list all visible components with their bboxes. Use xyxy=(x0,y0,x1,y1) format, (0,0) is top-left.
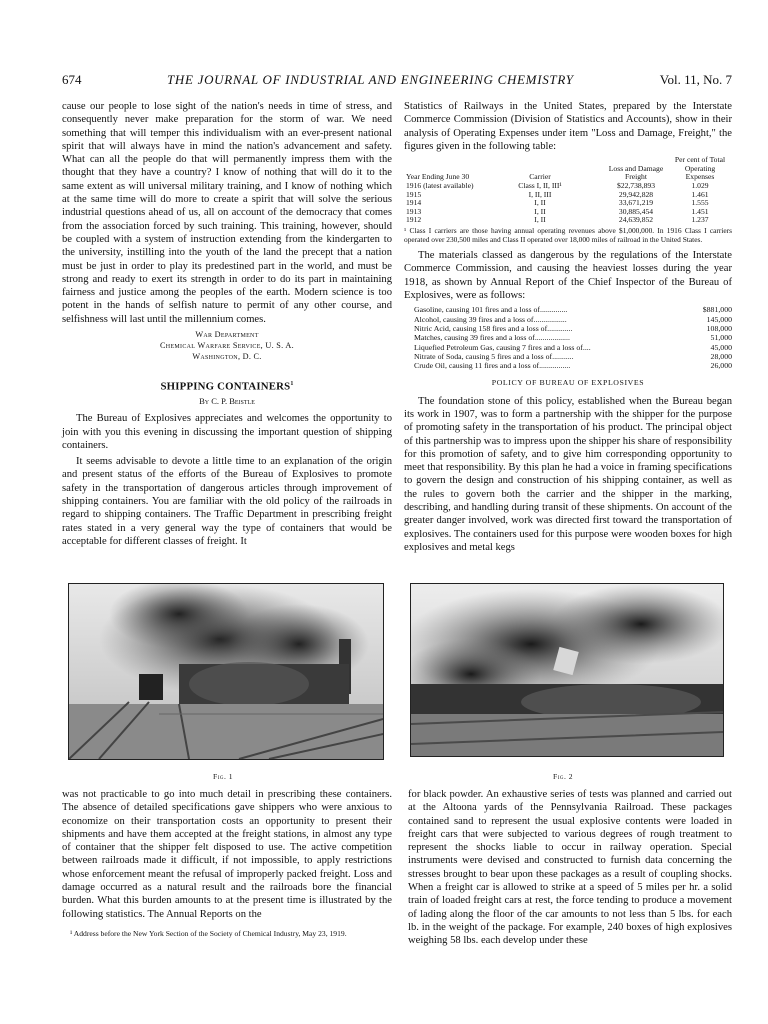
material-label: Crude Oil, causing 11 fires and a loss of................ xyxy=(414,361,571,371)
journal-title: THE JOURNAL OF INDUSTRIAL AND ENGINEERING CHEMISTRY xyxy=(167,72,574,87)
figure-2-caption: Fig. 2 xyxy=(553,772,574,781)
material-label: Nitric Acid, causing 158 fires and a loss of............. xyxy=(414,323,573,333)
section-title-text: SHIPPING CONTAINERS xyxy=(160,380,291,393)
list-item xyxy=(414,333,732,342)
loss-damage-table xyxy=(404,156,732,225)
table-row xyxy=(404,182,732,191)
author-byline: By C. P. Beistle xyxy=(199,395,255,406)
table-header: Loss and Damage Freight xyxy=(608,163,664,182)
paragraph: cause our people to lose sight of the nation's needs in time of stress, and consequently never make preparation for the storm of war. We need something that will temper this individualism with an ever-present national spirit that will always have in mind the nation's advancement and safety. What can all the people do that will permanently impress them with the thought that they have a country? I know of nothing that will do it to the same extent as will universal military training, and I know of nothing which at the same time will do more to create a spirit that will solve the serious industrial questions ahead of us, all on account of the democracy that comes from the association forced by such training. This training, however, should be coupled with a system of instruction extending from the kindergarten to the university, instilling into the youth of the land the precept that a nation must be just in order to play its predestined part in the world, and must be strong and ready to exert its strength in order to do its part in maintaining fairness and justice among the peoples of the earth. Modern science is too potent in the hands of selfish nature to permit of any other course, and selfishness will last until the millennium comes. xyxy=(62,101,392,325)
table-row xyxy=(404,199,732,208)
material-label: Alcohol, causing 39 fires and a loss of................. xyxy=(414,314,567,324)
table-row xyxy=(404,208,732,217)
signature-line: Chemical Warfare Service, U. S. A. xyxy=(160,341,294,351)
material-loss-value: 108,000 xyxy=(706,323,732,333)
table-cell: 24,639,852 xyxy=(618,215,654,225)
list-item xyxy=(414,343,732,352)
table-cell: I, II xyxy=(534,215,546,225)
paragraph: Statistics of Railways in the United States, prepared by the Interstate Commerce Commission (Division of Statistics and Accounts), show in their analysis of Operating Expenses under item "Loss and Damage, Freight," the figures given in the following table: xyxy=(404,101,732,152)
table-cell: $22,738,893 xyxy=(617,180,655,190)
material-label: Gasoline, causing 101 fires and a loss of.............. xyxy=(414,305,568,315)
paragraph: The foundation stone of this policy, established when the Bureau began its work in 1907, was to form a partnership with the shipper for the purpose of promoting safety in the transportation of his product. The principal object of this partnership was to impress upon the shipper his share of responsibility for this promotion of safety, and to give him corresponding opportunity to meet that responsibility. By this plan he had a voice in framing specifications to govern the design and construction of his shipping container, as well as the rules to govern both the carrier and the shipper in the marking, describing, and handling during transit of these shipments. On account of the greater danger involved, work was directed first toward the transportation of explosives. The containers used for this purpose were wooden boxes for high explosives and metal kegs xyxy=(404,395,732,553)
table-row xyxy=(404,216,732,225)
signature-line: War Department xyxy=(195,330,259,340)
table-cell: I, II xyxy=(534,198,546,208)
material-loss-value: 51,000 xyxy=(710,333,732,343)
paragraph: was not practicable to go into much detail in prescribing these containers. The absence of detailed specifications gave shippers who were anxious to economize on their transportation costs an opportunity to present their shipments and have them accepted at the freight stations, in almost any type of container that the shipper felt disposed to use. The active competition between railroads made it difficult, if not impossible, to apply restrictions whose enforcement meant the refusal of improperly packed freight. Loss and damage occurred as a natural result and the railroads bore the financial burden. What this burden amounts to at the present time is illustrated by the following statistics. The Annual Reports on the xyxy=(62,789,392,920)
table-cell: 1.451 xyxy=(691,206,709,216)
paragraph: The materials classed as dangerous by the regulations of the Interstate Commerce Commission, and causing the heaviest losses during the year 1918, as shown by Annual Report of the Chief Inspector of the Bureau of Explosives, were as follows: xyxy=(404,250,732,302)
paragraph: The Bureau of Explosives appreciates and welcomes the opportunity to join with you this evening in discussing the important question of shipping containers. xyxy=(62,413,392,451)
table-cell: 30,885,454 xyxy=(618,206,654,216)
table-header: Per cent of Total Operating Expenses xyxy=(674,155,726,182)
signature-line: Washington, D. C. xyxy=(192,352,262,362)
paragraph: It seems advisable to devote a little time to an explanation of the origin and present status of the efforts of the Bureau of Explosives to promote safety in the transportation of dangerous articles through improvement of shipping containers. You are familiar with the old policy of the railroads in regard to shipping containers. The Traffic Department in prescribing freight rates stated in a very general way the type of containers that would be acceptable for different classes of freight. It xyxy=(62,456,392,547)
table-cell: 29,942,828 xyxy=(618,189,654,199)
table-header-row xyxy=(404,156,732,182)
table-cell: 1915 xyxy=(406,189,422,199)
list-item xyxy=(414,361,732,370)
table-cell: I, II xyxy=(534,206,546,216)
left-column-top xyxy=(62,100,392,548)
table-cell: 1914 xyxy=(406,198,422,208)
volume-issue: Vol. 11, No. 7 xyxy=(659,72,732,87)
figure-1-caption: Fig. 1 xyxy=(213,772,234,781)
material-loss-value: 26,000 xyxy=(710,361,732,371)
table-footnote: ¹ Class I carriers are those having annual operating revenues above $1,000,000. In 1916 Class I carriers operated over 230,500 miles and Class II operated over 18,000 miles of railroad in the United States. xyxy=(404,225,732,244)
material-label: Matches, causing 39 fires and a loss of.................. xyxy=(414,333,570,343)
table-cell: I, II, III xyxy=(528,189,552,199)
list-item xyxy=(414,305,732,314)
right-column-bottom xyxy=(408,788,732,948)
railway-explosion-photo-2 xyxy=(411,584,723,756)
paragraph: for black powder. An exhaustive series of tests was planned and carried out at the Altoona yards of the Pennsylvania Railroad. These packages contained sand to represent the usual explosive contents were loaded in freight cars that were subjected to various degrees of rough treatment to represent the shocks liable to occur in railway operation. Special instruments were devised and constructed to furnish data concerning the stresses brought to bear upon these packages as a result of coupling shocks. When a freight car is allowed to strike at a speed of 5 miles per hr. a solid train of loaded freight cars at rest, the force tending to produce a movement of lading along the floor of the car amounts to not less than 5 lbs. for each lb. in the weight of the package. For example, 240 boxes of high explosives weighing 58 lbs. each develop under these xyxy=(408,789,732,947)
figure-2-photo xyxy=(410,583,724,757)
table-cell: 1.461 xyxy=(691,189,709,199)
list-item xyxy=(414,324,732,333)
right-column-top xyxy=(404,100,732,554)
material-label: Nitrate of Soda, causing 5 fires and a loss of........... xyxy=(414,351,574,361)
material-label: Liquefied Petroleum Gas, causing 7 fires and a loss of.... xyxy=(414,342,591,352)
list-item xyxy=(414,352,732,361)
table-cell: 1913 xyxy=(406,206,422,216)
left-column-bottom xyxy=(62,788,392,939)
table-row xyxy=(404,191,732,200)
table-header: Year Ending June 30 xyxy=(406,172,470,182)
table-cell: 1912 xyxy=(406,215,422,225)
table-cell: 1.029 xyxy=(691,180,709,190)
figure-1-photo xyxy=(68,583,384,760)
subsection-heading: POLICY OF BUREAU OF EXPLOSIVES xyxy=(491,378,645,388)
table-cell: 1.237 xyxy=(691,215,709,225)
material-loss-value: 28,000 xyxy=(710,351,732,361)
table-cell: Class I, II, III¹ xyxy=(518,180,562,190)
footnote: ¹ Address before the New York Section of the Society of Chemical Industry, May 23, 1919. xyxy=(70,928,347,938)
materials-list xyxy=(414,305,732,370)
table-header: Carrier xyxy=(529,172,551,182)
footnote-marker: 1 xyxy=(290,381,294,388)
section-title xyxy=(62,378,392,394)
material-loss-value: 45,000 xyxy=(710,342,732,352)
railway-explosion-photo-1 xyxy=(69,584,383,759)
list-item xyxy=(414,315,732,324)
material-loss-value: $881,000 xyxy=(702,305,732,315)
signature-block xyxy=(62,329,392,362)
page-number: 674 xyxy=(62,72,82,87)
table-cell: 1916 (latest available) xyxy=(406,180,474,190)
table-cell: 33,671,219 xyxy=(618,198,654,208)
material-loss-value: 145,000 xyxy=(706,314,732,324)
running-header xyxy=(62,72,732,92)
table-cell: 1.555 xyxy=(691,198,709,208)
